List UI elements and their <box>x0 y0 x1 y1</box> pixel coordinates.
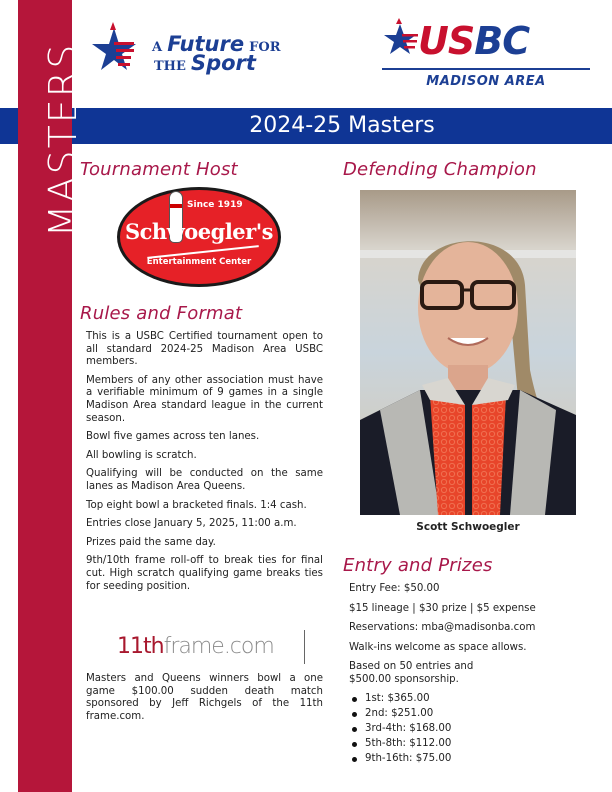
sponsor-divider <box>304 630 305 664</box>
prize-item: 1st: $365.00 <box>349 693 579 705</box>
entry-fee: Entry Fee: $50.00 <box>349 583 440 594</box>
rule-paragraph: Top eight bowl a bracketed finals. 1:4 cash. <box>86 499 307 511</box>
prize-item: 3rd-4th: $168.00 <box>349 723 579 735</box>
rule-paragraph: Qualifying will be conducted on the same lanes as Madison Area Queens. <box>86 468 323 492</box>
prize-list <box>349 693 579 765</box>
prize-item: 5th-8th: $112.00 <box>349 738 579 750</box>
host-subtitle: Entertainment Center <box>146 257 252 267</box>
prize-item: 9th-16th: $75.00 <box>349 753 579 765</box>
tournament-host-heading: Tournament Host <box>80 159 238 180</box>
champion-name: Scott Schwoegler <box>416 521 520 533</box>
rule-paragraph: Members of any other association must have a verifiable minimum of 9 games in a single Madison Area standard league in the current season. <box>86 374 323 424</box>
usbc-star-icon <box>382 18 422 62</box>
rules-heading: Rules and Format <box>80 303 243 324</box>
tagline-the: THE <box>154 59 186 74</box>
defending-champion-heading: Defending Champion <box>343 159 537 180</box>
champion-photo <box>360 190 576 515</box>
sponsor-text: Masters and Queens winners bowl a one game $100.00 sudden death match sponsored by Jeff Richgels of the 11th frame.com. <box>86 673 323 722</box>
rule-paragraph: 9th/10th frame roll-off to break ties for final cut. High scratch qualifying game breaks ties for seeding position. <box>86 555 323 592</box>
future-tagline <box>152 34 281 74</box>
host-since: Since 1919 <box>187 200 243 210</box>
usbc-star-icon <box>86 22 144 84</box>
rules-list <box>86 331 323 599</box>
prize-item: 2nd: $251.00 <box>349 708 579 720</box>
title-banner <box>0 108 612 144</box>
header <box>72 0 612 108</box>
rule-paragraph: Prizes paid the same day. <box>86 536 216 548</box>
page-title: 2024-25 Masters <box>249 113 435 138</box>
sidebar-ribbon <box>18 0 85 792</box>
prize-basis: Based on 50 entries and $500.00 sponsorship. <box>349 661 474 685</box>
entry-prizes-heading: Entry and Prizes <box>343 555 493 576</box>
schwoeglers-logo <box>117 187 281 287</box>
rule-paragraph: All bowling is scratch. <box>86 449 197 461</box>
walk-ins: Walk-ins welcome as space allows. <box>349 641 527 653</box>
usbc-wordmark: USBC <box>418 19 530 63</box>
tagline-sport: Sport <box>190 51 256 75</box>
host-name: Schwoegler's <box>124 219 273 244</box>
sidebar-title: MASTERS <box>41 42 85 238</box>
entry-prizes-list <box>349 583 579 768</box>
fee-breakdown: $15 lineage | $30 prize | $5 expense <box>349 602 536 614</box>
usbc-madison-logo <box>382 18 592 92</box>
reservations: Reservations: mba@madisonba.com <box>349 622 536 634</box>
rule-paragraph: Entries close January 5, 2025, 11:00 a.m. <box>86 518 297 530</box>
champion-portrait <box>360 190 576 515</box>
rule-paragraph: Bowl five games across ten lanes. <box>86 431 260 443</box>
11thframe-logo: 11thframe.com <box>117 634 274 659</box>
future-for-the-sport-logo <box>86 22 286 84</box>
tagline-for: FOR <box>249 40 281 55</box>
usbc-subtitle: MADISON AREA <box>426 74 546 89</box>
tagline-future: Future <box>167 32 245 56</box>
tagline-a: A <box>152 40 163 55</box>
usbc-divider <box>382 68 590 70</box>
rule-paragraph: This is a USBC Certified tournament open to all standard 2024-25 Madison Area USBC members. <box>86 331 323 368</box>
